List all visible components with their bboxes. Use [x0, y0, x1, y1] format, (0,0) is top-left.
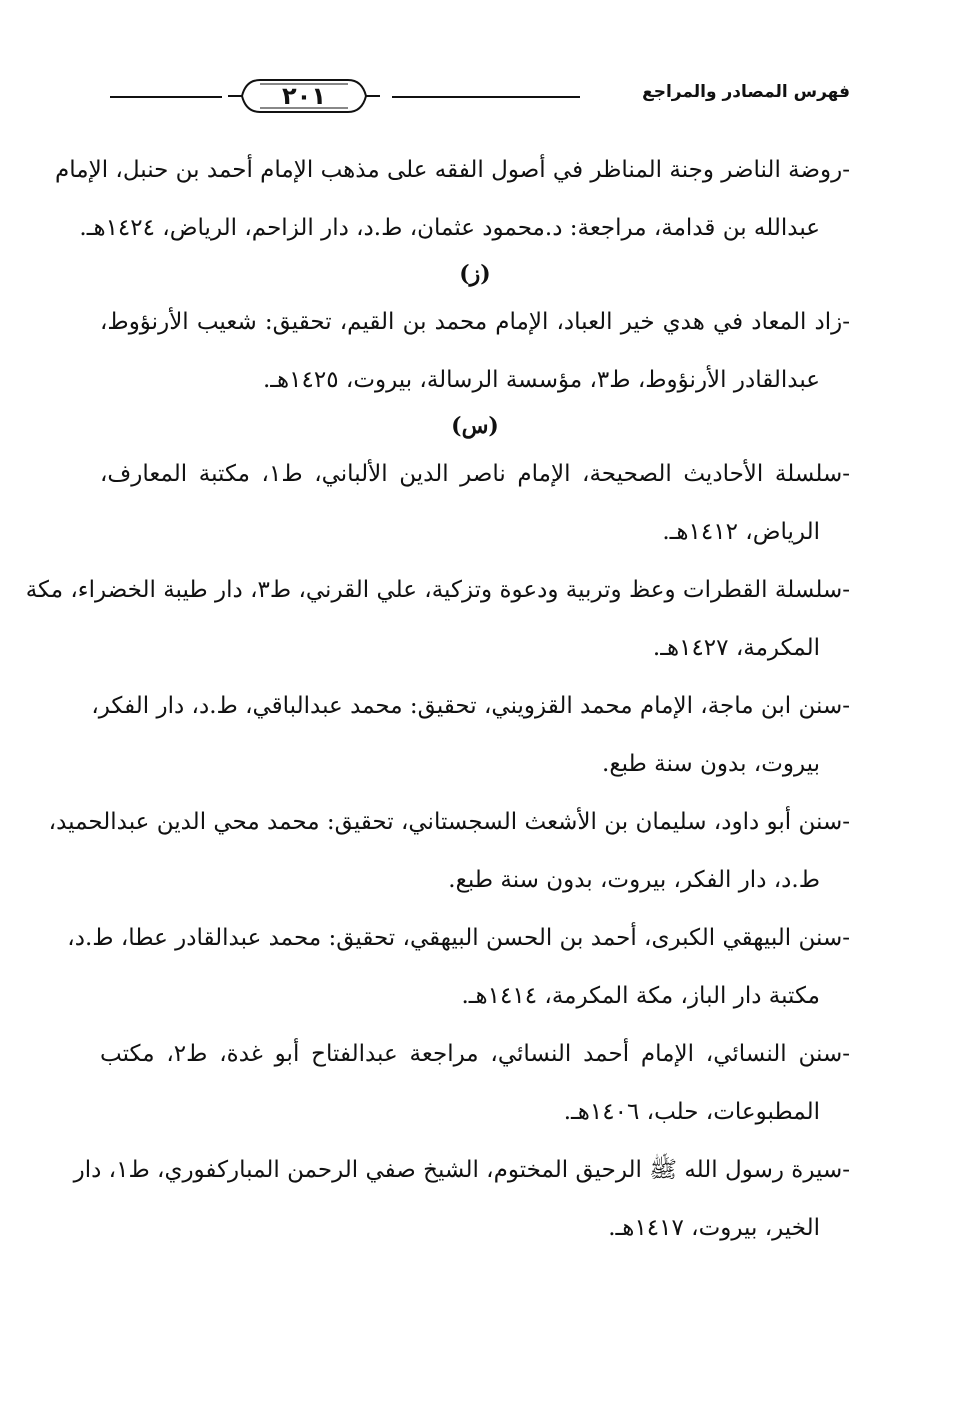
page-number: ٢٠١ — [282, 82, 326, 110]
entry — [67, 908, 850, 1024]
entry-continuation: الرياض، ١٤١٢هـ. — [662, 519, 820, 545]
entry-continuation: المكرمة، ١٤٢٧هـ. — [652, 635, 820, 661]
section-heading-seen: (س) — [451, 413, 499, 439]
entry-first-line: -سيرة رسول الله ﷺ الرحيق المختوم، الشيخ صفي الرحمن المباركفوري، ط١، دار — [73, 1157, 850, 1183]
entry-continuation: المطبوعات، حلب، ١٤٠٦هـ. — [563, 1099, 820, 1125]
entry-continuation: مكتبة دار الباز، مكة المكرمة، ١٤١٤هـ. — [461, 983, 820, 1009]
entry — [73, 1140, 850, 1256]
entry-continuation: عبدالقادر الأرنؤوط، ط٣، مؤسسة الرسالة، بيروت، ١٤٢٥هـ. — [262, 367, 820, 393]
entry — [91, 676, 850, 792]
running-title: فهرس المصادر والمراجع — [642, 82, 850, 102]
page-header — [110, 72, 850, 120]
section-heading-zay: (ز) — [459, 261, 491, 287]
entry — [48, 792, 850, 908]
entry-first-line: -سلسلة القطرات وعظ وتربية ودعوة وتزكية، علي القرني، ط٣، دار طيبة الخضراء، مكة — [25, 577, 850, 603]
entry — [25, 560, 850, 676]
entry-first-line: -روضة الناضر وجنة المناظر في أصول الفقه على مذهب الإمام أحمد بن حنبل، الإمام — [55, 157, 850, 183]
entry — [100, 1024, 850, 1140]
header-rule-right — [392, 96, 580, 98]
entry — [55, 140, 850, 256]
entry-first-line: -سنن ابن ماجة، الإمام محمد القزويني، تحقيق: محمد عبدالباقي، ط.د، دار الفكر، — [91, 693, 850, 719]
entry-continuation: عبدالله بن قدامة، مراجعة: د.محمود عثمان، ط.د، دار الزاحم، الرياض، ١٤٢٤هـ. — [79, 215, 820, 241]
header-rule-left — [110, 96, 222, 98]
entry-first-line: -سنن البيهقي الكبرى، أحمد بن الحسن البيهقي، تحقيق: محمد عبدالقادر عطا، ط.د، — [67, 925, 850, 951]
entry-continuation: بيروت، بدون سنة طبع. — [602, 751, 820, 777]
entry-continuation: ط.د، دار الفكر، بيروت، بدون سنة طبع. — [448, 867, 820, 893]
bibliography-list — [25, 140, 850, 1256]
entry-continuation: الخير، بيروت، ١٤١٧هـ. — [608, 1215, 820, 1241]
entry-first-line: -سنن أبو داود، سليمان بن الأشعث السجستاني، تحقيق: محمد محي الدين عبدالحميد، — [48, 809, 850, 835]
entry-first-line: -زاد المعاد في هدي خير العباد، الإمام محمد بن القيم، تحقيق: شعيب الأرنؤوط، — [100, 309, 850, 335]
entry — [100, 444, 850, 560]
entry-first-line: -سنن النسائي، الإمام أحمد النسائي، مراجعة عبدالفتاح أبو غدة، ط٢، مكتب — [100, 1041, 850, 1067]
entry — [100, 292, 850, 408]
entry-first-line: -سلسلة الأحاديث الصحيحة، الإمام ناصر الدين الألباني، ط١، مكتبة المعارف، — [100, 461, 850, 487]
page-number-frame — [224, 76, 384, 116]
